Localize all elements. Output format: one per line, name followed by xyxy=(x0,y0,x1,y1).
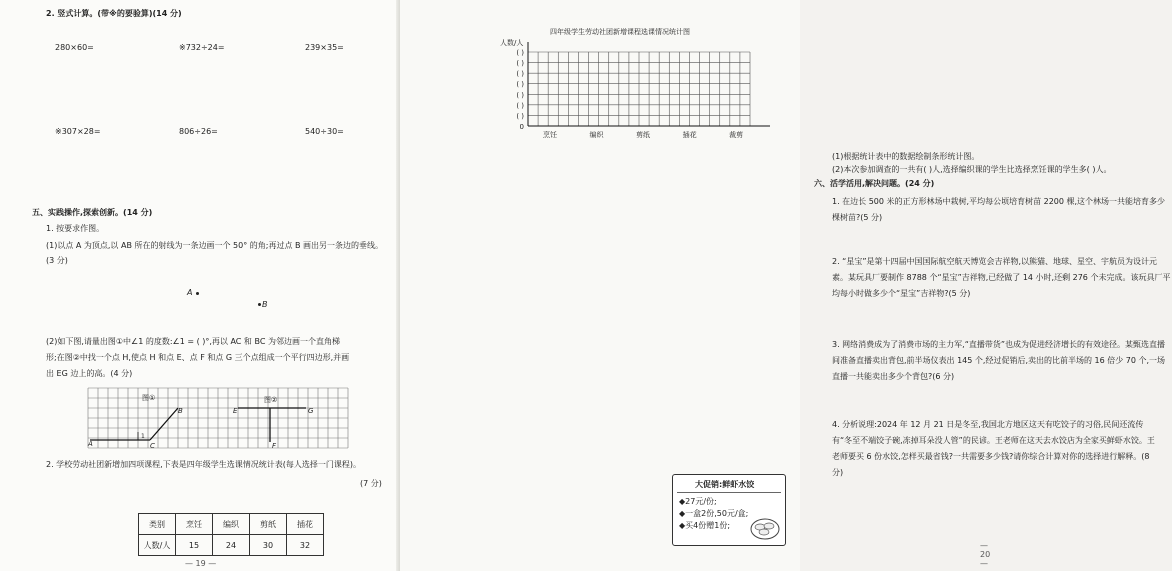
section6-title: 六、活学活用,解决问题。(24 分) xyxy=(814,179,935,188)
problem-1: 280×60= xyxy=(55,43,94,52)
table-cell: 24 xyxy=(213,535,250,556)
q1-2-line2: 形;在图②中找一个点 H,使点 H 和点 E、点 F 和点 G 三个点组成一个平行四边形,并画 xyxy=(46,353,350,362)
promo-item: ◆一盒2份,50元/盒; xyxy=(679,509,749,518)
point-b-label: B xyxy=(262,300,268,309)
bar-chart xyxy=(480,24,780,148)
label-e: E xyxy=(233,407,238,415)
chart-y-tick-label: ( ) xyxy=(516,101,524,110)
grid-lines xyxy=(88,388,348,448)
table-header-row xyxy=(139,514,324,535)
table-cell: 人数/人 xyxy=(139,535,176,556)
table-header-cell: 剪纸 xyxy=(250,514,287,535)
chart-category-label: 烹饪 xyxy=(543,131,557,139)
chart-q2: (2)本次参加调查的一共有( )人,选择编织课的学生比选择烹饪课的学生多( )人。 xyxy=(832,165,1112,174)
problem-4: ※307×28= xyxy=(55,127,101,136)
problem-2: ※732÷24= xyxy=(179,43,225,52)
section5-title: 五、实践操作,探索创新。(14 分) xyxy=(32,208,153,217)
chart-y-tick-label: ( ) xyxy=(516,59,524,68)
word-problem-2: 2. “星宝”是第十四届中国国际航空航天博览会吉祥物,以熊猫、地球、星空、宇航员为设计元素。某玩具厂要制作 8788 个“星宝”吉祥物,已经做了 14 小时,还剩 276 个未完成。该玩具厂平均每小时做多少个“星宝”吉祥物?(5 分) xyxy=(832,257,1171,298)
chart-category-label: 裁剪 xyxy=(729,131,744,139)
promo-item: ◆买4份赠1份; xyxy=(679,521,731,530)
q2-title: 2. 竖式计算。(带※的要验算)(14 分) xyxy=(46,9,182,18)
table-header-cell: 烹饪 xyxy=(176,514,213,535)
word-problem-1: 1. 在边长 500 米的正方形林场中栽树,平均每公顷培育树苗 2200 棵,这个林场一共能培育多少棵树苗?(5 分) xyxy=(832,197,1166,222)
chart-title: 四年级学生劳动社团新增课程选课情况统计图 xyxy=(550,28,690,36)
chart-y-tick-label: ( ) xyxy=(516,112,524,121)
word-problem-3: 3. 网络消费成为了消费市场的主力军,“直播带货”也成为促进经济增长的有效途径。某甄选直播间准备直播卖出背包,前半场仪表出 145 个,经过促销后,卖出的比前半场的 16 倍少 70 个,一场直播一共能卖出多少个背包?(6 分) xyxy=(832,340,1166,381)
chart-y-tick-label: ( ) xyxy=(516,70,524,79)
chart-y-tick-label: ( ) xyxy=(516,80,524,89)
label-f: F xyxy=(272,442,277,450)
point-a-label: A xyxy=(187,288,193,297)
label-angle-1: 1 xyxy=(141,433,145,440)
chart-y-tick-label: ( ) xyxy=(516,49,524,57)
label-g: G xyxy=(308,407,314,415)
table-cell: 15 xyxy=(176,535,213,556)
dumpling-plate-icon xyxy=(749,513,781,541)
fig1-label: 图① xyxy=(142,394,156,402)
chart-category-label: 插花 xyxy=(682,131,697,139)
label-b: B xyxy=(178,407,183,415)
chart-q1: (1)根据统计表中的数据绘制条形统计图。 xyxy=(832,152,980,161)
q2-line1: 2. 学校劳动社团新增加四项课程,下表是四年级学生选课情况统计表(每人选择一门课程)。 xyxy=(46,460,361,469)
selection-table xyxy=(138,513,324,556)
table-cell: 30 xyxy=(250,535,287,556)
promo-divider xyxy=(677,492,781,493)
left-page xyxy=(0,0,400,571)
problem-6: 540÷30= xyxy=(305,127,344,136)
problem-5: 806÷26= xyxy=(179,127,218,136)
q1-title: 1. 按要求作图。 xyxy=(46,224,105,233)
table-row xyxy=(139,535,324,556)
table-cell: 32 xyxy=(287,535,324,556)
q2-score: (7 分) xyxy=(360,479,382,488)
table-header-cell: 编织 xyxy=(213,514,250,535)
point-a-dot xyxy=(196,292,199,295)
chart-category-label: 剪纸 xyxy=(636,131,651,139)
table-header-cell: 插花 xyxy=(287,514,324,535)
q1-2-line3: 出 EG 边上的高。(4 分) xyxy=(46,369,133,378)
problem-3: 239×35= xyxy=(305,43,344,52)
chart-y-tick-label: ( ) xyxy=(516,91,524,100)
chart-category-label: 编织 xyxy=(589,131,604,139)
chart-y-tick-label: 0 xyxy=(519,123,524,131)
table-header-cell: 类别 xyxy=(139,514,176,535)
label-c: C xyxy=(150,442,155,450)
promo-title: 大促销:鲜虾水饺 xyxy=(695,480,755,489)
promo-box xyxy=(672,474,786,546)
segment-cb xyxy=(150,408,178,440)
geometry-grid xyxy=(88,388,350,452)
page-number-right: — 20 — xyxy=(980,541,991,568)
label-a: A xyxy=(88,440,93,448)
fig2-label: 图② xyxy=(264,396,278,404)
chart-ylabel: 人数/人 xyxy=(500,39,524,47)
q1-1-text: (1)以点 A 为顶点,以 AB 所在的射线为一条边画一个 50° 的角;再过点 B 画出另一条边的垂线。(3 分) xyxy=(46,241,384,265)
point-b-dot xyxy=(258,303,261,306)
page-number-left: — 19 — xyxy=(185,559,217,568)
word-problem-4: 4. 分析说理:2024 年 12 月 21 日是冬至,我国北方地区这天有吃饺子的习俗,民间还流传有“冬至不端饺子碗,冻掉耳朵没人管”的民谚。王老师在这天去水饺店为全家买鲜虾水饺。王老师要买 6 份水饺,怎样买最省钱?一共需要多少钱?请你综合计算对你的选择进行解释。(8 分) xyxy=(832,420,1155,477)
q1-2-line1: (2)如下图,请量出图①中∠1 的度数:∠1 = ( )°,再以 AC 和 BC 为邻边画一个直角梯 xyxy=(46,337,340,346)
promo-item: ◆27元/份; xyxy=(679,497,717,506)
